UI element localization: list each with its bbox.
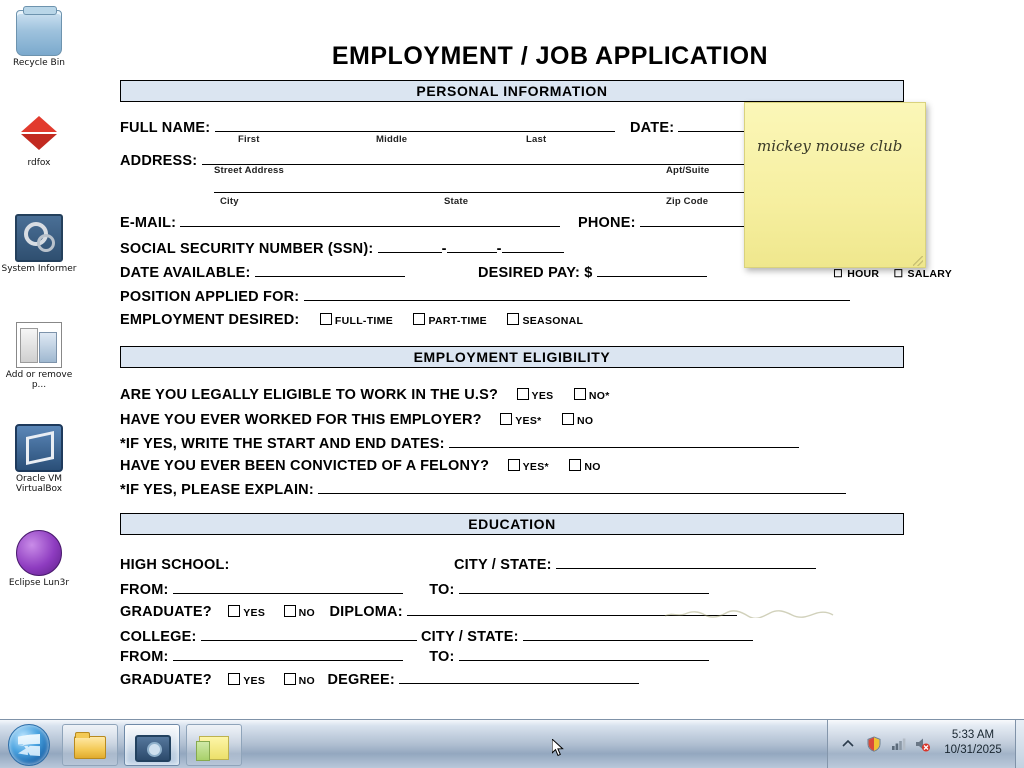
desktop-icon-recycle-bin[interactable]	[0, 10, 78, 68]
position-input[interactable]	[304, 288, 850, 301]
eclipse-icon	[16, 530, 62, 576]
college-to-input[interactable]	[459, 648, 709, 661]
hs-diploma-label: DIPLOMA:	[329, 604, 403, 620]
felony-explain-label: *IF YES, PLEASE EXPLAIN:	[120, 482, 314, 498]
email-label: E-MAIL:	[120, 215, 177, 231]
hs-to-label: TO:	[429, 582, 455, 598]
show-desktop-button[interactable]	[1015, 720, 1024, 768]
desktop-icon-column	[0, 0, 80, 720]
field-position-applied-for	[120, 288, 850, 305]
question-start-end-dates	[120, 435, 799, 452]
hs-to-input[interactable]	[459, 581, 709, 594]
question-felony-explain	[120, 481, 846, 498]
checkbox-eligible-no[interactable]	[574, 388, 586, 400]
ssn-input-3[interactable]	[502, 240, 564, 253]
college-label: COLLEGE:	[120, 629, 197, 645]
field-high-school-graduate	[120, 603, 737, 620]
option-part-time: PART-TIME	[428, 315, 487, 327]
field-college-graduate	[120, 671, 639, 688]
checkbox-full-time[interactable]	[320, 313, 332, 325]
system-informer-icon	[15, 214, 63, 262]
desktop-icon-label: Add or remove p...	[5, 370, 73, 390]
college-city-state-label: CITY / STATE:	[420, 629, 519, 645]
felony-explain-input[interactable]	[318, 481, 846, 494]
option-eligible-yes: YES	[531, 390, 554, 402]
field-ssn: SOCIAL SECURITY NUMBER (SSN): - -	[120, 240, 564, 257]
hs-from-label: FROM:	[120, 582, 169, 598]
checkbox-worked-yes[interactable]	[500, 413, 512, 425]
section-header-employment-eligibility: EMPLOYMENT ELIGIBILITY	[120, 346, 904, 368]
hs-graduate-label: GRADUATE?	[120, 604, 212, 620]
checkbox-college-graduate-no[interactable]	[284, 673, 296, 685]
address-label: ADDRESS:	[120, 153, 198, 169]
option-hs-graduate-yes: YES	[243, 607, 266, 619]
option-full-time: FULL-TIME	[334, 315, 393, 327]
clock[interactable]	[930, 728, 1016, 758]
start-button[interactable]	[8, 724, 50, 766]
taskbar	[0, 719, 1024, 768]
checkbox-part-time[interactable]	[413, 313, 425, 325]
show-hidden-icon[interactable]	[840, 736, 856, 752]
field-college-from-to	[120, 648, 709, 665]
volume-muted-icon[interactable]	[914, 736, 930, 752]
start-end-dates-label: *IF YES, WRITE THE START AND END DATES:	[120, 436, 445, 452]
clock-time: 5:33 AM	[951, 729, 995, 741]
employment-desired-label: EMPLOYMENT DESIRED:	[120, 312, 300, 328]
folder-icon	[74, 736, 106, 759]
resize-grip-icon[interactable]	[913, 256, 923, 266]
hint-city: City	[220, 196, 239, 207]
option-college-graduate-yes: YES	[243, 675, 266, 687]
desktop-icon-label: Recycle Bin	[13, 58, 65, 68]
taskbar-explorer[interactable]	[62, 724, 118, 766]
hint-zip-code: Zip Code	[666, 196, 709, 207]
shield-icon[interactable]	[866, 736, 882, 752]
college-to-label: TO:	[429, 649, 455, 665]
full-name-input[interactable]	[215, 119, 615, 132]
rdfox-icon	[17, 112, 61, 156]
high-school-label: HIGH SCHOOL:	[120, 557, 230, 573]
date-available-label: DATE AVAILABLE:	[120, 265, 251, 281]
field-email	[120, 214, 560, 231]
question-worked-before-label: HAVE YOU EVER WORKED FOR THIS EMPLOYER?	[120, 412, 482, 428]
hint-apt-suite: Apt/Suite	[666, 165, 710, 176]
field-high-school	[120, 556, 816, 573]
taskbar-system-informer[interactable]	[124, 724, 180, 766]
system-tray	[827, 720, 1024, 768]
pay-option-salary-label: SALARY	[907, 268, 953, 280]
ssn-label: SOCIAL SECURITY NUMBER (SSN):	[120, 241, 374, 257]
taskbar-sticky-notes[interactable]	[186, 724, 242, 766]
option-hs-graduate-no: NO	[298, 607, 315, 619]
pay-option-hour-label: HOUR	[847, 268, 880, 280]
pay-option-salary-box[interactable]: ☐	[893, 268, 904, 280]
sticky-note[interactable]	[744, 102, 926, 268]
hint-middle: Middle	[376, 134, 408, 145]
checkbox-worked-no[interactable]	[562, 413, 574, 425]
mouse-cursor-icon	[552, 739, 564, 757]
college-graduate-label: GRADUATE?	[120, 672, 212, 688]
add-remove-programs-icon	[16, 322, 62, 368]
camera-monitor-icon	[135, 735, 171, 762]
desktop-icon-rdfox[interactable]	[0, 112, 78, 168]
pay-option-hour-box[interactable]: ☐	[833, 268, 843, 280]
option-felony-no: NO	[584, 461, 601, 473]
college-degree-input[interactable]	[399, 671, 639, 684]
option-college-graduate-no: NO	[298, 675, 315, 687]
option-worked-yes: YES*	[515, 415, 542, 427]
hint-street-address: Street Address	[214, 165, 285, 176]
ssn-input-2[interactable]	[447, 240, 497, 253]
option-eligible-no: NO*	[588, 390, 610, 402]
question-legally-eligible	[120, 387, 610, 403]
checkbox-felony-no[interactable]	[569, 459, 581, 471]
desktop-icon-add-remove-programs[interactable]	[0, 322, 78, 390]
college-city-state-input[interactable]	[523, 628, 753, 641]
phone-label: PHONE:	[578, 215, 636, 231]
checkbox-hs-graduate-no[interactable]	[284, 605, 296, 617]
checkbox-seasonal[interactable]	[507, 313, 519, 325]
sticky-note-text[interactable]: mickey mouse club	[757, 137, 903, 155]
checkbox-hs-graduate-yes[interactable]	[228, 605, 240, 617]
virtualbox-icon	[15, 424, 63, 472]
section-header-education: EDUCATION	[120, 513, 904, 535]
field-employment-desired	[120, 312, 583, 328]
start-end-dates-input[interactable]	[449, 435, 799, 448]
email-input[interactable]	[180, 214, 560, 227]
section-header-personal-information: PERSONAL INFORMATION	[120, 80, 904, 102]
question-worked-before	[120, 412, 593, 428]
option-felony-yes: YES*	[522, 461, 549, 473]
desktop-icon-eclipse[interactable]	[0, 530, 78, 588]
network-icon[interactable]	[890, 736, 906, 752]
hint-last: Last	[526, 134, 547, 145]
ssn-input-1[interactable]	[378, 240, 442, 253]
field-high-school-from-to	[120, 581, 709, 598]
question-felony-label: HAVE YOU EVER BEEN CONVICTED OF A FELONY?	[120, 458, 490, 474]
page-title: EMPLOYMENT / JOB APPLICATION	[331, 42, 769, 70]
clock-date: 10/31/2025	[944, 744, 1002, 756]
desktop-icon-label: rdfox	[27, 158, 51, 168]
desired-pay-label: DESIRED PAY: $	[478, 265, 593, 281]
field-college	[120, 628, 753, 645]
date-available-input[interactable]	[255, 264, 405, 277]
college-degree-label: DEGREE:	[327, 672, 395, 688]
field-date-available	[120, 264, 405, 281]
option-seasonal: SEASONAL	[522, 315, 584, 327]
hs-from-input[interactable]	[173, 581, 403, 594]
handwritten-scribble	[664, 610, 834, 618]
desktop-icon-system-informer[interactable]	[0, 214, 78, 274]
hint-state: State	[444, 196, 469, 207]
checkbox-felony-yes[interactable]	[508, 459, 520, 471]
desktop-icon-label: Eclipse Lun3r	[8, 578, 70, 588]
desktop-icon-label: Oracle VM VirtualBox	[15, 474, 63, 494]
college-input[interactable]	[201, 628, 417, 641]
desired-pay-input[interactable]	[597, 264, 707, 277]
high-school-city-state-input[interactable]	[556, 556, 816, 569]
college-from-label: FROM:	[120, 649, 169, 665]
desktop-icon-label: System Informer	[1, 264, 77, 274]
position-label: POSITION APPLIED FOR:	[120, 289, 300, 305]
date-label: DATE:	[630, 120, 675, 136]
checkbox-college-graduate-yes[interactable]	[228, 673, 240, 685]
recycle-bin-icon	[16, 10, 62, 56]
college-from-input[interactable]	[173, 648, 403, 661]
option-worked-no: NO	[576, 415, 594, 427]
desktop-icon-virtualbox[interactable]	[0, 424, 78, 494]
sticky-notes-icon	[199, 736, 229, 760]
high-school-city-state-label: CITY / STATE:	[454, 557, 552, 573]
question-legally-eligible-label: ARE YOU LEGALLY ELIGIBLE TO WORK IN THE U.S?	[120, 387, 499, 403]
question-felony	[120, 458, 601, 474]
checkbox-eligible-yes[interactable]	[517, 388, 529, 400]
full-name-label: FULL NAME:	[120, 120, 211, 136]
hint-first: First	[238, 134, 260, 145]
